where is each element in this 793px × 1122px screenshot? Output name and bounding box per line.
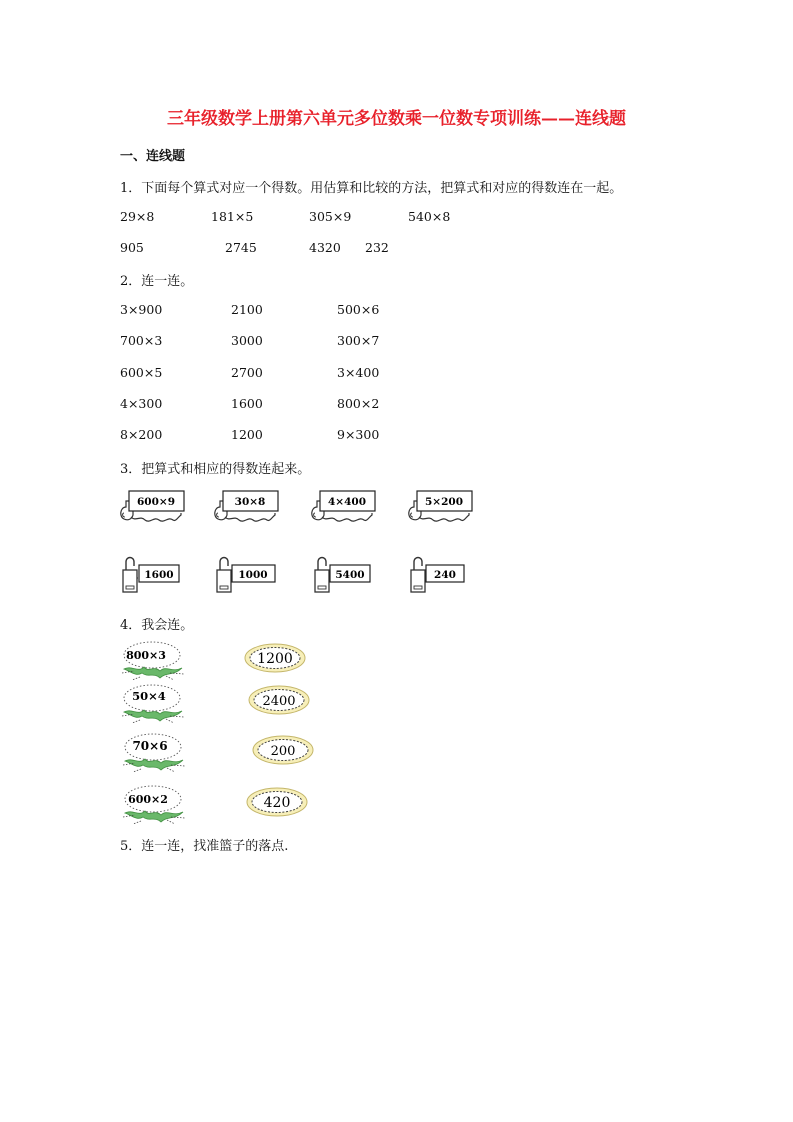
q2-left-item: 3×900 [120,302,163,317]
lock-result: 1000 [238,569,268,581]
q2-mid-item: 1600 [231,396,263,411]
q1-result: 4320 [309,240,341,255]
q4-result: 2400 [262,694,296,709]
lock-result: 5400 [335,569,365,581]
q4-result: 1200 [257,651,293,667]
key-expression: 5×200 [424,496,464,508]
q2-left-item: 8×200 [120,427,163,442]
q2-mid-item: 2700 [231,365,263,380]
page-title: 三年级数学上册第六单元多位数乘一位数专项训练——连线题 [167,109,626,129]
q1-expression: 181×5 [211,209,254,224]
q1-prompt: 1．下面每个算式对应一个得数。用估算和比较的方法，把算式和对应的得数连在一起。 [120,181,623,196]
q2-right-item: 500×6 [337,302,380,317]
q4-expression: 600×2 [128,793,168,806]
q2-left-item: 4×300 [120,396,163,411]
q4-expression: 800×3 [126,649,166,662]
q1-expression: 305×9 [309,209,352,224]
q2-prompt: 2．连一连。 [120,274,194,289]
q2-left-item: 700×3 [120,333,163,348]
q2-mid-item: 3000 [231,333,263,348]
lock-result: 240 [434,569,456,581]
q4-prompt: 4．我会连。 [120,618,194,633]
key-expression: 600×9 [136,496,176,508]
q3-prompt: 3．把算式和相应的得数连起来。 [120,462,311,477]
q1-expression: 540×8 [408,209,451,224]
q2-right-item: 300×7 [337,333,380,348]
key-expression: 4×400 [327,496,367,508]
q1-expression: 29×8 [120,209,155,224]
lock-result: 1600 [144,569,174,581]
q5-prompt: 5．连一连，找准篮子的落点. [120,839,289,854]
q2-left-item: 600×5 [120,365,163,380]
key-expression: 30×8 [234,496,266,508]
q1-result: 905 [120,240,144,255]
q1-result: 232 [365,240,389,255]
q4-expression: 70×6 [132,739,168,753]
q4-expression: 50×4 [132,689,166,703]
q2-right-item: 3×400 [337,365,380,380]
section-heading: 一、连线题 [120,149,186,164]
q2-right-item: 800×2 [337,396,380,411]
q4-result: 420 [263,795,291,811]
q2-mid-item: 2100 [231,302,263,317]
q2-mid-item: 1200 [231,427,263,442]
q2-right-item: 9×300 [337,427,380,442]
q4-result: 200 [270,744,296,759]
q1-result: 2745 [225,240,257,255]
